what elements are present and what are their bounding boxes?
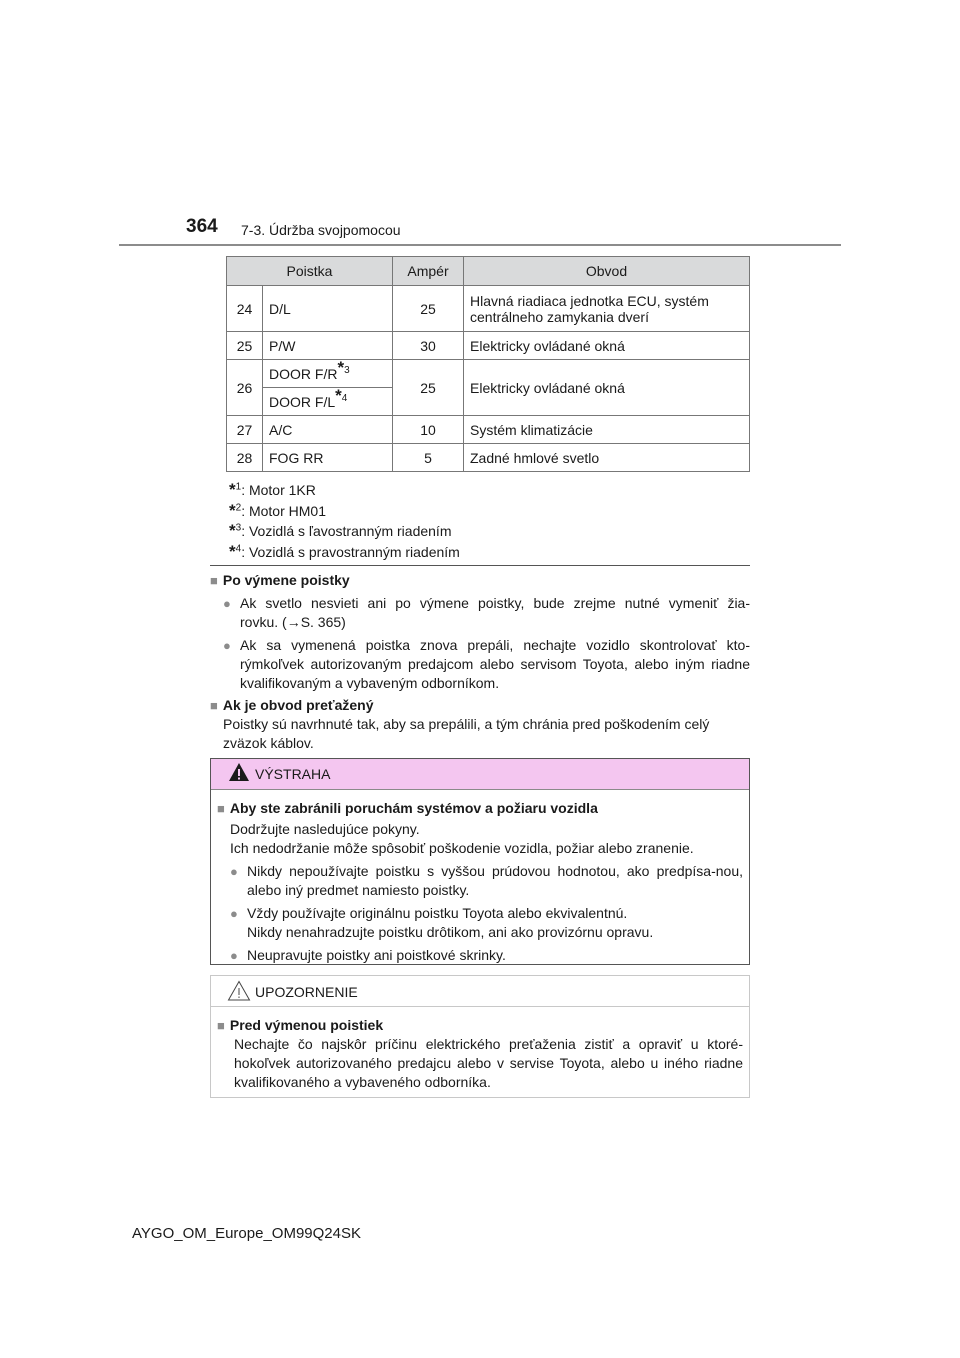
list-item <box>217 904 743 942</box>
fuse-name: D/L <box>263 286 393 332</box>
list-item <box>217 862 743 900</box>
caution-title: UPOZORNENIE <box>255 984 358 1000</box>
footnote-mark: * <box>229 521 236 540</box>
table-header-row <box>227 257 750 286</box>
warning-title: VÝSTRAHA <box>255 766 331 782</box>
heading-text: Aby ste zabránili poruchám systémov a požiaru vozidla <box>229 800 598 816</box>
square-bullet-icon: ■ <box>217 1018 225 1033</box>
fuse-name: FOG RR <box>263 444 393 472</box>
list-item <box>217 946 743 965</box>
footnote <box>229 501 460 522</box>
warning-triangle-icon <box>228 762 250 782</box>
caution-heading <box>217 1016 743 1035</box>
fuse-name: P/W <box>263 332 393 360</box>
section-title: 7-3. Údržba svojpomocou <box>241 222 401 238</box>
page-number: 364 <box>186 216 218 237</box>
square-bullet-icon: ■ <box>210 573 218 588</box>
paragraph-line: Dodržujte nasledujúce pokyny. <box>230 821 420 837</box>
section-heading <box>210 696 750 715</box>
round-bullet-icon: ● <box>230 864 238 879</box>
fuse-ampere: 25 <box>393 286 464 332</box>
fuse-ampere: 25 <box>393 360 464 416</box>
list-item-line: Nikdy nenahradzujte poistku drôtikom, ani ako provizórnu opravu. <box>247 924 654 940</box>
footnote <box>229 542 460 563</box>
paragraph: Nechajte čo najskôr príčinu elektrického preťaženia zistiť a opraviť u ktoré-hokoľvek autorizovaného predajcu alebo v servise Toyota, alebo u iného riadne kvalifikovaného a vybaveného odborníka. <box>234 1036 743 1090</box>
warning-box <box>210 758 750 965</box>
list-item-line <box>240 613 750 632</box>
paragraph-line: Ich nedodržanie môže spôsobiť poškodenie vozidla, požiar alebo zranenie. <box>230 840 694 856</box>
heading-text: Ak je obvod preťažený <box>222 697 374 713</box>
table-row <box>227 360 750 388</box>
column-header: Ampér <box>393 257 464 286</box>
list-item <box>210 636 750 693</box>
heading-text: Pred výmenou poistiek <box>229 1017 384 1033</box>
footnotes <box>229 480 460 562</box>
square-bullet-icon: ■ <box>210 698 218 713</box>
list-item-line: Ak svetlo nesvieti ani po výmene poistky, bude zrejme nutné vymeniť žia- <box>240 595 750 611</box>
caution-box <box>210 975 750 1098</box>
warning-heading <box>217 799 743 818</box>
fuse-circuit-line: Hlavná riadiaca jednotka ECU, systém <box>470 292 709 309</box>
caution-triangle-icon <box>227 980 251 1001</box>
column-header: Poistka <box>227 257 393 286</box>
fuse-circuit: Elektricky ovládané okná <box>464 360 750 416</box>
round-bullet-icon: ● <box>223 596 231 611</box>
fuse-ampere: 30 <box>393 332 464 360</box>
paragraph: Poistky sú navrhnuté tak, aby sa prepálili, a tým chránia pred poškodením celý zväzok káblov. <box>223 716 710 751</box>
fuse-ampere: 10 <box>393 416 464 444</box>
fuse-name <box>263 357 393 388</box>
round-bullet-icon: ● <box>223 638 231 653</box>
fuse-number: 25 <box>227 332 263 360</box>
footnote-ref: *3 <box>337 357 350 377</box>
fuse-number: 27 <box>227 416 263 444</box>
document-code: AYGO_OM_Europe_OM99Q24SK <box>132 1225 361 1242</box>
warning-content <box>211 790 749 965</box>
footnotes-divider <box>210 565 750 566</box>
footnote-number: 3 <box>235 522 242 534</box>
caution-content <box>211 1007 749 1092</box>
warning-header <box>211 759 749 790</box>
fuse-table <box>226 256 750 472</box>
page-reference: S. 365) <box>300 614 346 630</box>
section-heading <box>210 571 750 590</box>
heading-text: Po výmene poistky <box>222 572 350 588</box>
table-row <box>227 416 750 444</box>
fuse-circuit-line: centrálneho zamykania dverí <box>470 308 649 325</box>
footnote-ref-number: 4 <box>341 392 348 404</box>
fuse-circuit: Systém klimatizácie <box>464 416 750 444</box>
square-bullet-icon: ■ <box>217 801 225 816</box>
fuse-number: 24 <box>227 286 263 332</box>
footnote <box>229 480 460 501</box>
table-row <box>227 286 750 332</box>
footnote-number: 2 <box>235 501 242 513</box>
fuse-circuit <box>464 286 750 332</box>
list-item-text: Ak sa vymenená poistka znova prepáli, nechajte vozidlo skontrolovať kto-rýmkoľvek autorizovaným predajcom alebo servisom Toyota, alebo iným riadne kvalifikovaným a vybaveným odborníkom. <box>240 637 750 691</box>
list-item <box>210 594 750 632</box>
footnote-mark: * <box>229 500 236 520</box>
list-item-text: Nikdy nepoužívajte poistku s vyššou prúdovou hodnotou, ako predpísa-nou, alebo iný predmet namiesto poistky. <box>247 863 743 898</box>
table-row <box>227 444 750 472</box>
column-header: Obvod <box>464 257 750 286</box>
footnote-ref-number: 3 <box>344 364 350 376</box>
footnote-number: 1 <box>235 481 242 493</box>
table-row <box>227 332 750 360</box>
footnote-number: 4 <box>235 542 242 554</box>
fuse-number: 28 <box>227 444 263 472</box>
fuse-circuit: Zadné hmlové svetlo <box>464 444 750 472</box>
fuse-number: 26 <box>227 360 263 416</box>
footnote-text: : Vozidlá s ľavostranným riadením <box>241 523 452 539</box>
list-item-text: Neupravujte poistky ani poistkové skrinky. <box>247 947 506 963</box>
main-text <box>210 571 750 753</box>
fuse-name <box>263 385 393 416</box>
footnote-ref: *4 <box>335 385 348 405</box>
footnote <box>229 521 460 542</box>
footnote-text: : Motor 1KR <box>241 482 316 498</box>
footnote-text: : Motor HM01 <box>241 502 326 519</box>
arrow-icon: → <box>286 614 301 630</box>
fuse-name: A/C <box>263 416 393 444</box>
fuse-ampere: 5 <box>393 444 464 472</box>
caution-header <box>211 976 749 1007</box>
fuse-name-text: DOOR F/L <box>269 393 336 410</box>
round-bullet-icon: ● <box>230 906 238 921</box>
footnote-text: : Vozidlá s pravostranným riadením <box>241 543 460 560</box>
list-item-line: Vždy používajte originálnu poistku Toyota alebo ekvivalentnú. <box>247 905 628 921</box>
list-item-text: rovku. ( <box>240 614 287 630</box>
footnote-mark: * <box>229 480 236 499</box>
fuse-circuit: Elektricky ovládané okná <box>464 332 750 360</box>
footnote-mark: * <box>229 541 236 561</box>
fuse-name-text: DOOR F/R <box>269 365 338 382</box>
round-bullet-icon: ● <box>230 948 238 963</box>
header-divider <box>119 244 841 246</box>
